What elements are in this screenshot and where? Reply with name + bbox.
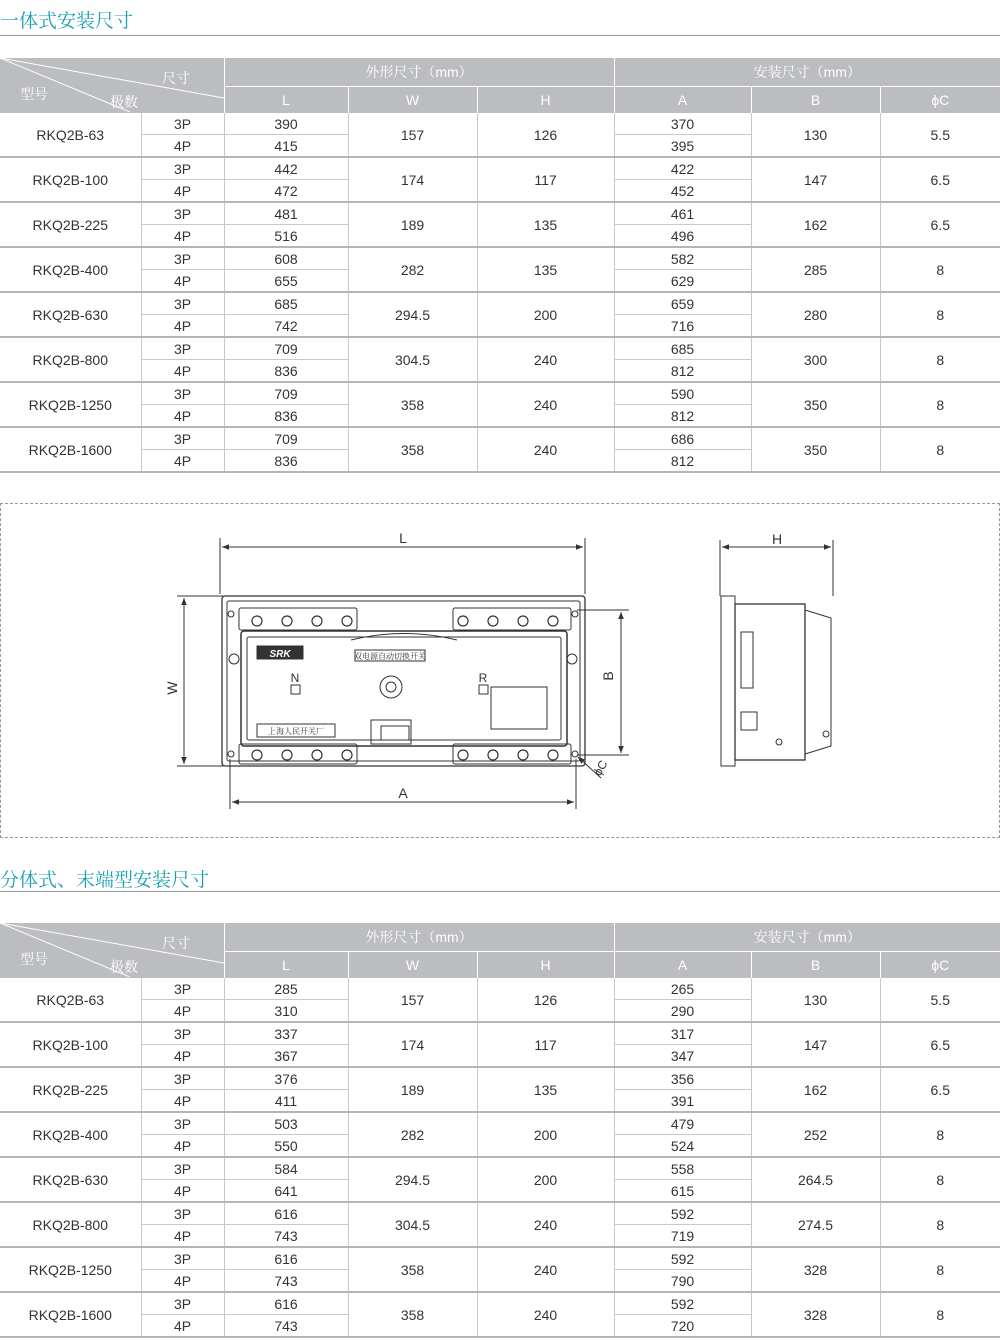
L-cell: 411 <box>224 1090 348 1113</box>
B-cell: 252 <box>751 1112 880 1157</box>
A-cell: 812 <box>614 405 751 428</box>
H-cell: 126 <box>477 113 614 157</box>
poles-cell: 4P <box>141 1270 224 1293</box>
L-cell: 337 <box>224 1022 348 1045</box>
B-cell: 350 <box>751 382 880 427</box>
title-rule <box>0 35 1000 36</box>
table-row <box>0 1022 1000 1045</box>
B-cell: 285 <box>751 247 880 292</box>
A-cell: 524 <box>614 1135 751 1158</box>
L-cell: 481 <box>224 202 348 225</box>
header-mounting-dimensions: 安装尺寸（mm） <box>614 58 1000 87</box>
A-cell: 719 <box>614 1225 751 1248</box>
terminals-top <box>239 608 571 630</box>
A-cell: 686 <box>614 427 751 450</box>
B-cell: 350 <box>751 427 880 472</box>
poles-cell: 4P <box>141 360 224 383</box>
W-cell: 294.5 <box>348 292 477 337</box>
W-cell: 157 <box>348 978 477 1022</box>
A-cell: 592 <box>614 1292 751 1315</box>
poles-cell: 4P <box>141 135 224 158</box>
B-cell: 162 <box>751 1067 880 1112</box>
B-cell: 162 <box>751 202 880 247</box>
A-cell: 391 <box>614 1090 751 1113</box>
H-cell: 240 <box>477 337 614 382</box>
C-cell: 6.5 <box>880 202 1000 247</box>
header-outline-dimensions: 外形尺寸（mm） <box>224 923 614 952</box>
H-cell: 240 <box>477 1202 614 1247</box>
header-model-label: 型号 <box>20 951 48 967</box>
A-cell: 582 <box>614 247 751 270</box>
header-corner <box>0 58 224 113</box>
B-cell: 130 <box>751 978 880 1022</box>
W-cell: 282 <box>348 1112 477 1157</box>
H-cell: 135 <box>477 202 614 247</box>
col-header-B: B <box>751 87 880 114</box>
A-cell: 659 <box>614 292 751 315</box>
H-cell: 200 <box>477 1157 614 1202</box>
col-header-C: ϕC <box>880 87 1000 114</box>
poles-cell: 3P <box>141 1112 224 1135</box>
poles-cell: 3P <box>141 1022 224 1045</box>
A-cell: 720 <box>614 1315 751 1338</box>
col-header-C: ϕC <box>880 952 1000 979</box>
H-cell: 117 <box>477 1022 614 1067</box>
C-cell: 8 <box>880 1292 1000 1337</box>
poles-cell: 3P <box>141 337 224 360</box>
A-cell: 558 <box>614 1157 751 1180</box>
col-header-H: H <box>477 952 614 979</box>
poles-cell: 4P <box>141 1225 224 1248</box>
B-cell: 328 <box>751 1247 880 1292</box>
H-cell: 126 <box>477 978 614 1022</box>
model-cell: RKQ2B-1250 <box>0 382 141 427</box>
A-cell: 790 <box>614 1270 751 1293</box>
header-corner <box>0 923 224 978</box>
poles-cell: 4P <box>141 315 224 338</box>
poles-cell: 4P <box>141 1135 224 1158</box>
table-row <box>0 382 1000 405</box>
A-cell: 265 <box>614 978 751 1000</box>
W-cell: 294.5 <box>348 1157 477 1202</box>
C-cell: 5.5 <box>880 113 1000 157</box>
poles-cell: 3P <box>141 1247 224 1270</box>
label-W: W <box>164 681 180 695</box>
poles-cell: 4P <box>141 1315 224 1338</box>
col-header-W: W <box>348 952 477 979</box>
header-size-label: 尺寸 <box>162 70 190 86</box>
A-cell: 592 <box>614 1247 751 1270</box>
L-cell: 836 <box>224 450 348 473</box>
B-cell: 264.5 <box>751 1157 880 1202</box>
header-poles-label: 极数 <box>110 959 138 975</box>
poles-cell: 4P <box>141 1045 224 1068</box>
L-cell: 655 <box>224 270 348 293</box>
L-cell: 367 <box>224 1045 348 1068</box>
B-cell: 147 <box>751 157 880 202</box>
L-cell: 709 <box>224 337 348 360</box>
A-cell: 479 <box>614 1112 751 1135</box>
H-cell: 117 <box>477 157 614 202</box>
A-cell: 317 <box>614 1022 751 1045</box>
C-cell: 8 <box>880 427 1000 472</box>
C-cell: 8 <box>880 1112 1000 1157</box>
A-cell: 592 <box>614 1202 751 1225</box>
A-cell: 370 <box>614 113 751 135</box>
A-cell: 496 <box>614 225 751 248</box>
model-cell: RKQ2B-1600 <box>0 427 141 472</box>
label-R: R <box>478 671 488 685</box>
L-cell: 685 <box>224 292 348 315</box>
A-cell: 716 <box>614 315 751 338</box>
brand-logo: SRK <box>269 649 291 660</box>
L-cell: 390 <box>224 113 348 135</box>
C-cell: 8 <box>880 1202 1000 1247</box>
model-cell: RKQ2B-100 <box>0 157 141 202</box>
H-cell: 240 <box>477 1292 614 1337</box>
model-cell: RKQ2B-1600 <box>0 1292 141 1337</box>
W-cell: 304.5 <box>348 337 477 382</box>
L-cell: 743 <box>224 1270 348 1293</box>
C-cell: 6.5 <box>880 157 1000 202</box>
terminal-screws <box>252 616 558 760</box>
header-poles-label: 极数 <box>110 94 138 110</box>
B-cell: 130 <box>751 113 880 157</box>
L-cell: 709 <box>224 382 348 405</box>
C-cell: 8 <box>880 337 1000 382</box>
A-cell: 356 <box>614 1067 751 1090</box>
poles-cell: 4P <box>141 405 224 428</box>
poles-cell: 4P <box>141 225 224 248</box>
col-header-L: L <box>224 87 348 114</box>
L-cell: 584 <box>224 1157 348 1180</box>
poles-cell: 3P <box>141 1202 224 1225</box>
table-row <box>0 202 1000 225</box>
L-cell: 616 <box>224 1202 348 1225</box>
label-C: ϕC <box>590 757 611 779</box>
L-cell: 836 <box>224 360 348 383</box>
table-row <box>0 1202 1000 1225</box>
dimension-diagram <box>0 503 1000 838</box>
table-row <box>0 113 1000 135</box>
dimension-drawing <box>1 504 999 837</box>
poles-cell: 3P <box>141 113 224 135</box>
C-cell: 6.5 <box>880 1022 1000 1067</box>
poles-cell: 3P <box>141 292 224 315</box>
C-cell: 8 <box>880 1157 1000 1202</box>
A-cell: 395 <box>614 135 751 158</box>
H-cell: 200 <box>477 292 614 337</box>
C-cell: 5.5 <box>880 978 1000 1022</box>
L-cell: 743 <box>224 1315 348 1338</box>
panel-title: 双电源自动切换开关 <box>354 652 426 661</box>
W-cell: 174 <box>348 157 477 202</box>
poles-cell: 3P <box>141 247 224 270</box>
B-cell: 300 <box>751 337 880 382</box>
side-view-body <box>735 604 805 760</box>
L-cell: 616 <box>224 1247 348 1270</box>
A-cell: 590 <box>614 382 751 405</box>
label-H: H <box>771 531 783 547</box>
table-row <box>0 292 1000 315</box>
side-view-flange <box>721 596 735 766</box>
poles-cell: 4P <box>141 1000 224 1023</box>
A-cell: 812 <box>614 450 751 473</box>
B-cell: 147 <box>751 1022 880 1067</box>
label-L: L <box>399 530 407 546</box>
table-body <box>0 978 1000 1337</box>
col-header-A: A <box>614 952 751 979</box>
model-cell: RKQ2B-800 <box>0 337 141 382</box>
C-cell: 8 <box>880 1247 1000 1292</box>
B-cell: 274.5 <box>751 1202 880 1247</box>
W-cell: 358 <box>348 382 477 427</box>
col-header-W: W <box>348 87 477 114</box>
col-header-H: H <box>477 87 614 114</box>
L-cell: 836 <box>224 405 348 428</box>
model-cell: RKQ2B-630 <box>0 292 141 337</box>
label-N: N <box>290 671 300 685</box>
A-cell: 461 <box>614 202 751 225</box>
W-cell: 282 <box>348 247 477 292</box>
title-rule <box>0 891 1000 892</box>
L-cell: 442 <box>224 157 348 180</box>
L-cell: 616 <box>224 1292 348 1315</box>
model-cell: RKQ2B-400 <box>0 1112 141 1157</box>
model-cell: RKQ2B-800 <box>0 1202 141 1247</box>
model-cell: RKQ2B-225 <box>0 1067 141 1112</box>
H-cell: 200 <box>477 1112 614 1157</box>
table-row <box>0 247 1000 270</box>
A-cell: 685 <box>614 337 751 360</box>
W-cell: 157 <box>348 113 477 157</box>
L-cell: 709 <box>224 427 348 450</box>
A-cell: 452 <box>614 180 751 203</box>
header-size-label: 尺寸 <box>162 935 190 951</box>
split-terminal-dimension-table <box>0 923 1000 1338</box>
table-row <box>0 1157 1000 1180</box>
section-title-integrated: 一体式安装尺寸 <box>0 10 134 32</box>
C-cell: 8 <box>880 382 1000 427</box>
poles-cell: 3P <box>141 1067 224 1090</box>
L-cell: 742 <box>224 315 348 338</box>
poles-cell: 4P <box>141 1180 224 1203</box>
B-cell: 328 <box>751 1292 880 1337</box>
W-cell: 304.5 <box>348 1202 477 1247</box>
A-cell: 629 <box>614 270 751 293</box>
model-cell: RKQ2B-63 <box>0 978 141 1022</box>
L-cell: 641 <box>224 1180 348 1203</box>
table-row <box>0 1112 1000 1135</box>
L-cell: 415 <box>224 135 348 158</box>
H-cell: 240 <box>477 427 614 472</box>
B-cell: 280 <box>751 292 880 337</box>
A-cell: 812 <box>614 360 751 383</box>
table-row <box>0 1067 1000 1090</box>
L-cell: 376 <box>224 1067 348 1090</box>
header-model-label: 型号 <box>20 86 48 102</box>
L-cell: 503 <box>224 1112 348 1135</box>
model-cell: RKQ2B-100 <box>0 1022 141 1067</box>
table-row <box>0 978 1000 1000</box>
A-cell: 615 <box>614 1180 751 1203</box>
H-cell: 240 <box>477 1247 614 1292</box>
table-row <box>0 337 1000 360</box>
col-header-B: B <box>751 952 880 979</box>
A-cell: 422 <box>614 157 751 180</box>
col-header-L: L <box>224 952 348 979</box>
table-row <box>0 157 1000 180</box>
integrated-dimension-table <box>0 58 1000 473</box>
C-cell: 8 <box>880 247 1000 292</box>
poles-cell: 3P <box>141 1292 224 1315</box>
poles-cell: 4P <box>141 180 224 203</box>
poles-cell: 4P <box>141 1090 224 1113</box>
L-cell: 516 <box>224 225 348 248</box>
maker-plate: 上海人民开关厂 <box>268 727 324 736</box>
L-cell: 743 <box>224 1225 348 1248</box>
poles-cell: 3P <box>141 382 224 405</box>
poles-cell: 3P <box>141 1157 224 1180</box>
H-cell: 240 <box>477 382 614 427</box>
section-title-split-terminal: 分体式、末端型安装尺寸 <box>0 869 210 891</box>
model-cell: RKQ2B-225 <box>0 202 141 247</box>
selector-knob <box>380 676 402 698</box>
label-B: B <box>600 671 616 681</box>
W-cell: 358 <box>348 1292 477 1337</box>
poles-cell: 3P <box>141 427 224 450</box>
model-cell: RKQ2B-63 <box>0 113 141 157</box>
table-row <box>0 427 1000 450</box>
A-cell: 347 <box>614 1045 751 1068</box>
L-cell: 285 <box>224 978 348 1000</box>
L-cell: 310 <box>224 1000 348 1023</box>
W-cell: 358 <box>348 427 477 472</box>
L-cell: 472 <box>224 180 348 203</box>
H-cell: 135 <box>477 1067 614 1112</box>
L-cell: 608 <box>224 247 348 270</box>
header-outline-dimensions: 外形尺寸（mm） <box>224 58 614 87</box>
header-mounting-dimensions: 安装尺寸（mm） <box>614 923 1000 952</box>
W-cell: 358 <box>348 1247 477 1292</box>
poles-cell: 4P <box>141 450 224 473</box>
C-cell: 6.5 <box>880 1067 1000 1112</box>
label-A: A <box>398 785 408 801</box>
poles-cell: 3P <box>141 978 224 1000</box>
C-cell: 8 <box>880 292 1000 337</box>
poles-cell: 3P <box>141 157 224 180</box>
model-cell: RKQ2B-630 <box>0 1157 141 1202</box>
W-cell: 189 <box>348 1067 477 1112</box>
table-body <box>0 113 1000 472</box>
W-cell: 189 <box>348 202 477 247</box>
W-cell: 174 <box>348 1022 477 1067</box>
L-cell: 550 <box>224 1135 348 1158</box>
A-cell: 290 <box>614 1000 751 1023</box>
model-cell: RKQ2B-400 <box>0 247 141 292</box>
H-cell: 135 <box>477 247 614 292</box>
poles-cell: 3P <box>141 202 224 225</box>
poles-cell: 4P <box>141 270 224 293</box>
table-row <box>0 1292 1000 1315</box>
col-header-A: A <box>614 87 751 114</box>
model-cell: RKQ2B-1250 <box>0 1247 141 1292</box>
table-row <box>0 1247 1000 1270</box>
